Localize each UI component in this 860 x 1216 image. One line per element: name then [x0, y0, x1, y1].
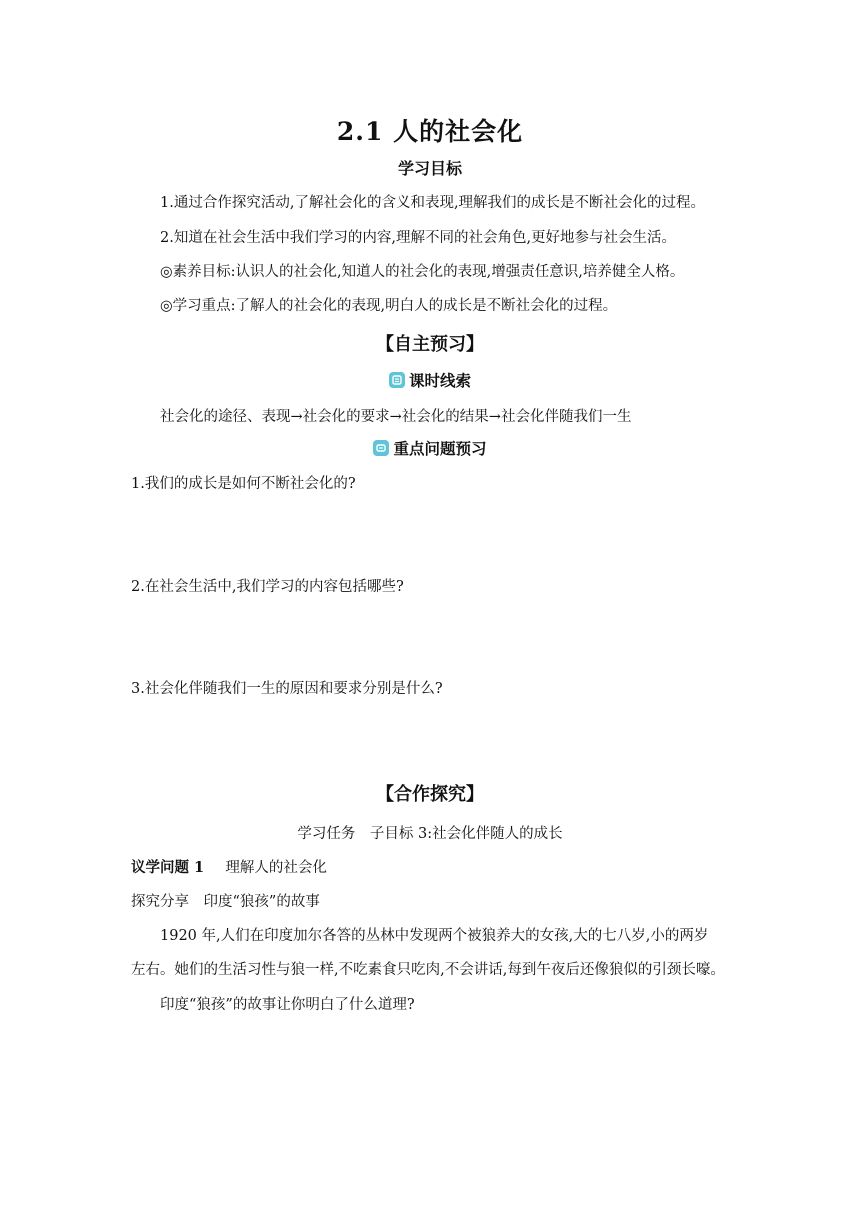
questions-badge [0, 437, 860, 459]
clue-text: 社会化的途径、表现→社会化的要求→社会化的结果→社会化伴随我们一生 [160, 409, 632, 425]
issue-text: 理解人的社会化 [225, 860, 327, 876]
preview-question: 1.我们的成长是如何不断社会化的? [131, 476, 356, 492]
questions-label: 重点问题预习 [393, 440, 487, 458]
clue-badge [0, 369, 860, 391]
clue-label: 课时线索 [408, 372, 471, 390]
objective-item: ◎学习重点:了解人的社会化的表现,明白人的成长是不断社会化的过程。 [160, 298, 618, 314]
task-line: 学习任务 子目标 3:社会化伴随人的成长 [297, 826, 563, 842]
objective-item: ◎素养目标:认识人的社会化,知道人的社会化的表现,增强责任意识,培养健全人格。 [160, 264, 685, 280]
questions-icon [373, 440, 389, 456]
page-title: 2.1 人的社会化 [336, 117, 524, 146]
preview-question: 3.社会化伴随我们一生的原因和要求分别是什么? [131, 681, 443, 697]
objective-item: 1.通过合作探究活动,了解社会化的含义和表现,理解我们的成长是不断社会化的过程。 [160, 195, 706, 211]
story-paragraph-line2: 左右。她们的生活习性与狼一样,不吃素食只吃肉,不会讲话,每到午夜后还像狼似的引颈长嚎。 [131, 962, 725, 978]
share-line: 探究分享 印度“狼孩”的故事 [131, 894, 320, 910]
issue-line [131, 856, 327, 877]
coop-heading: 【合作探究】 [376, 784, 484, 805]
objective-item: 2.知道在社会生活中我们学习的内容,理解不同的社会角色,更好地参与社会生活。 [160, 230, 677, 246]
story-paragraph-line1: 1920 年,人们在印度加尔各答的丛林中发现两个被狼养大的女孩,大的七八岁,小的两岁 [160, 928, 709, 944]
story-question: 印度“狼孩”的故事让你明白了什么道理? [160, 997, 415, 1013]
objectives-heading: 学习目标 [397, 159, 462, 178]
preview-question: 2.在社会生活中,我们学习的内容包括哪些? [131, 579, 404, 595]
preview-heading: 【自主预习】 [376, 334, 484, 355]
clue-icon [389, 372, 405, 388]
issue-label: 议学问题 1 [131, 859, 205, 876]
